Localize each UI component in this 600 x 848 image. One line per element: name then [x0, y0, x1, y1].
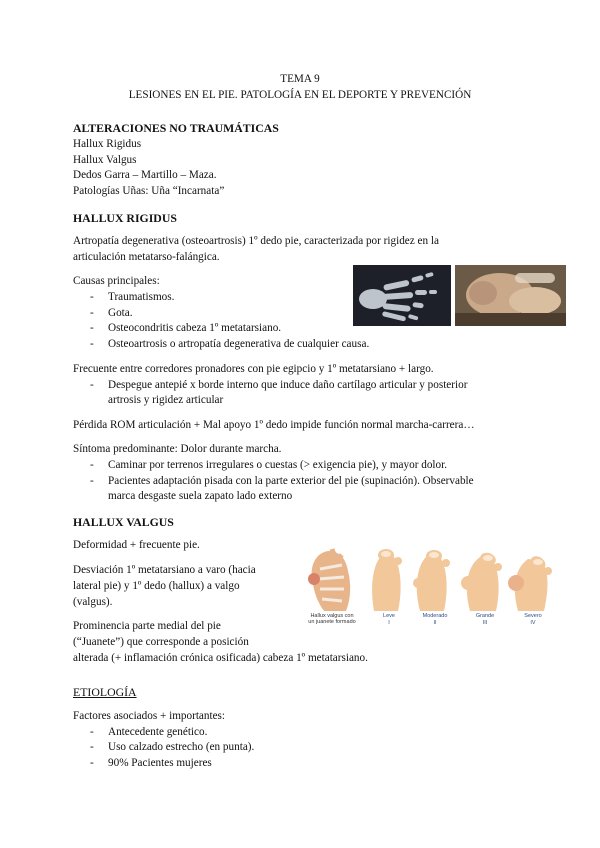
bullet-dash: - [90, 459, 94, 471]
bullet-dash: - [90, 307, 94, 319]
frequent-line: Frecuente entre corredores pronadores con pie egipcio y 1º metatarsiano + largo. [73, 363, 434, 375]
prominence-line: (“Juanete”) que corresponde a posición [73, 636, 249, 648]
list-item: Despegue antepié x borde interno que induce daño cartílago articular y posterior [108, 379, 468, 391]
list-item: Antecedente genético. [108, 726, 208, 738]
causes-label: Causas principales: [73, 275, 160, 287]
bullet-dash: - [90, 757, 94, 769]
list-item-continuation: marca desgaste suela zapato lado externo [108, 490, 293, 502]
bullet-dash: - [90, 379, 94, 391]
list-item: Uso calzado estrecho (en punta). [108, 741, 255, 753]
foot-photo-image [455, 265, 566, 326]
bullet-dash: - [90, 726, 94, 738]
figure-caption: Hallux valgus con un juanete formado [308, 613, 356, 625]
section-heading-etiologia: ETIOLOGÍA [73, 685, 137, 699]
definition-line: Artropatía degenerativa (osteoartrosis) 1º dedo pie, caracterizada por rigidez en la [73, 235, 439, 247]
list-item: Hallux Valgus [73, 154, 137, 166]
list-item-continuation: artrosis y rigidez articular [108, 394, 224, 406]
deviation-line: lateral pie) y 1º dedo (hallux) a valgo [73, 580, 240, 592]
list-item: Gota. [108, 307, 133, 319]
prominence-line: alterada (+ inflamación crónica osificada) cabeza 1º metatarsiano. [73, 652, 368, 664]
list-item: Caminar por terrenos irregulares o cuestas (> exigencia pie), y mayor dolor. [108, 459, 448, 471]
rom-line: Pérdida ROM articulación + Mal apoyo 1º dedo impide función normal marcha-carrera… [73, 419, 475, 431]
hallux-valgus-grades-figure [288, 545, 556, 631]
prominence-line: Prominencia parte medial del pie [73, 620, 221, 632]
list-item: Hallux Rigidus [73, 138, 142, 150]
definition-line: Deformidad + frecuente pie. [73, 539, 200, 551]
list-item: 90% Pacientes mujeres [108, 757, 212, 769]
list-item: Pacientes adaptación pisada con la parte exterior del pie (supinación). Observable [108, 475, 474, 487]
grade-label-1: Leve I [383, 613, 395, 626]
list-item: Osteoartrosis o artropatía degenerativa de cualquier causa. [108, 338, 370, 350]
bullet-dash: - [90, 338, 94, 350]
list-item: Dedos Garra – Martillo – Maza. [73, 169, 217, 181]
bullet-dash: - [90, 291, 94, 303]
topic-number: TEMA 9 [280, 73, 320, 85]
section-heading-hallux-rigidus: HALLUX RIGIDUS [73, 211, 177, 225]
xray-foot-image [353, 265, 451, 326]
bullet-dash: - [90, 322, 94, 334]
list-item: Osteocondritis cabeza 1º metatarsiano. [108, 322, 282, 334]
factors-label: Factores asociados + importantes: [73, 710, 226, 722]
definition-line: articulación metatarso-falángica. [73, 251, 220, 263]
section-heading-alteraciones: ALTERACIONES NO TRAUMÁTICAS [73, 121, 279, 135]
deviation-line: Desviación 1º metatarsiano a varo (hacia [73, 564, 256, 576]
list-item: Traumatismos. [108, 291, 175, 303]
bullet-dash: - [90, 475, 94, 487]
bullet-dash: - [90, 741, 94, 753]
grade-label-2: Moderado II [422, 613, 448, 626]
grade-label-3: Grande III [475, 613, 495, 626]
grade-label-4: Severo IV [524, 613, 542, 626]
list-item: Patologías Uñas: Uña “Incarnata” [73, 185, 225, 197]
page-title: LESIONES EN EL PIE. PATOLOGÍA EN EL DEPORTE Y PREVENCIÓN [128, 89, 472, 101]
deviation-line: (valgus). [73, 596, 113, 608]
section-heading-hallux-valgus: HALLUX VALGUS [73, 515, 174, 529]
symptom-line: Síntoma predominante: Dolor durante marcha. [73, 443, 282, 455]
